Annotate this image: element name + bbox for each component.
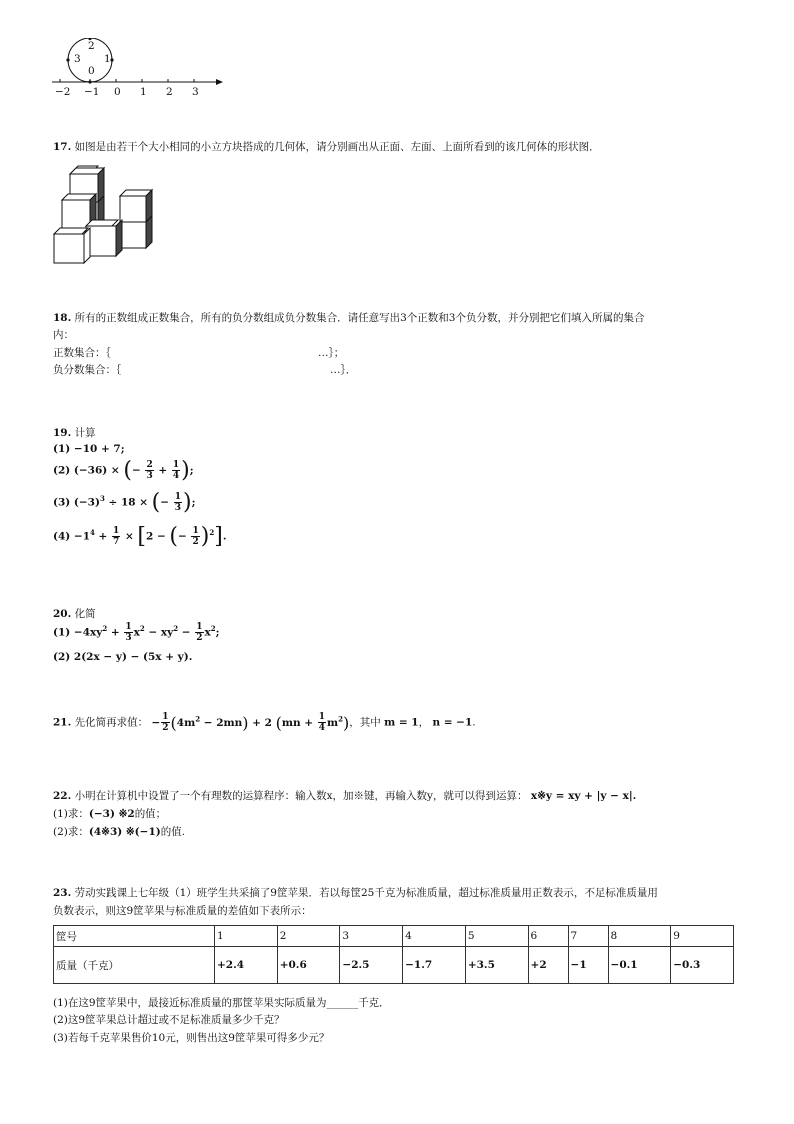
q23-sub1: (1)在这9筐苹果中，最接近标准质量的那筐苹果实际质量为______千克． [53, 997, 390, 1009]
tick-label: 0 [114, 86, 121, 98]
question-text: 如图是由若干个大小相同的小立方块搭成的几何体，请分别画出从正面、左面、上面所看到的该几何体的形状图． [74, 141, 600, 153]
table-cell: 3 [340, 926, 403, 947]
tick-label: 3 [192, 86, 199, 98]
q22-part2: (2)求：(4※3) ※(−1)的值. [53, 826, 186, 838]
cube-stack-figure [52, 160, 154, 264]
question-text: 计算 [74, 427, 96, 439]
tick-label: 2 [166, 86, 173, 98]
question-text: 先化简再求值： [74, 716, 149, 729]
question-number: 18. [53, 312, 72, 324]
table-cell: 9 [671, 926, 734, 947]
table-cell: 6 [528, 926, 568, 947]
question-text: 化简 [74, 608, 96, 620]
question-23-line2: 负数表示，则这9筐苹果与标准质量的差值如下表所示： [53, 905, 312, 917]
tick-label: −2 [55, 86, 71, 98]
question-number: 21. [53, 716, 72, 729]
q20-part1: $(1) -4xy^2$ + $\frac{1}{3}$ $x^2 - xy^2$ − $\frac{1}{2}$ $x^2$; [53, 622, 220, 643]
question-23-line1 [53, 885, 658, 900]
q20-part2: (2) 2(2x − y) − (5x + y). [53, 651, 193, 663]
q19-part3: (3) $(-3)^3 \div 18$ × (− $\frac{1}{3}$ ); [53, 490, 196, 515]
table-cell: 8 [608, 926, 671, 947]
question-17 [53, 139, 600, 154]
table-cell: +2.4 [215, 947, 278, 984]
table-cell: −1.7 [403, 947, 466, 984]
table-cell: 4 [403, 926, 466, 947]
circle-label-right: 1 [104, 53, 111, 65]
question-text: 所有的正数组成正数集合，所有的负分数组成负分数集合．请任意写出3个正数和3个负分数，并分别把它们填入所属的集合 [74, 312, 645, 324]
table-cell: −0.1 [608, 947, 671, 984]
answer-blank[interactable]: ______ [326, 997, 359, 1009]
q22-part1: (1)求：(−3) ※2的值； [53, 808, 167, 820]
circle-label-left: 3 [74, 53, 81, 65]
question-text: 小明在计算机中设置了一个有理数的运算程序：输入数x，加※键，再输入数y，就可以得到运算： [74, 790, 528, 802]
table-row [54, 947, 734, 984]
number-line-arrow [216, 79, 223, 85]
circle-label-top: 2 [88, 40, 95, 52]
question-number: 17. [53, 141, 72, 153]
number-line-figure [48, 38, 228, 100]
positive-set-end: …｝； [318, 347, 345, 359]
table-header-cell: 筐号 [54, 926, 215, 947]
question-number: 23. [53, 887, 72, 899]
table-cell: 1 [215, 926, 278, 947]
table-cell: +0.6 [277, 947, 340, 984]
circle-label-bottom: 0 [88, 65, 95, 77]
q23-sub2: (2)这9筐苹果总计超过或不足标准质量多少千克？ [53, 1014, 285, 1026]
table-cell: 2 [277, 926, 340, 947]
table-cell: −0.3 [671, 947, 734, 984]
table-cell: +2 [528, 947, 568, 984]
negative-fraction-set-end: …｝． [330, 364, 357, 376]
question-18-line2: 内： [53, 329, 74, 341]
tick-label: 1 [140, 86, 147, 98]
question-number: 22. [53, 790, 72, 802]
question-text: 劳动实践课上七年级（1）班学生共采摘了9筐苹果．若以每筐25千克为标准质量，超过标准质量用正数表示，不足标准质量用 [74, 887, 658, 899]
question-18-line1 [53, 310, 644, 325]
question-20-title [53, 606, 96, 621]
table-cell: −1 [568, 947, 608, 984]
question-number: 20. [53, 608, 72, 620]
question-19-title [53, 425, 96, 440]
q19-part2: (2) (−36) × (− $\frac{2}{3}$ + $\frac{1}{4}$ ); [53, 458, 194, 483]
question-22 [53, 788, 636, 803]
negative-fraction-set-label: 负分数集合：｛ [53, 364, 122, 376]
q19-part1: (1) −10 + 7; [53, 443, 125, 455]
question-21: 21. 先化简再求值： − $\frac{1}{2}$ $(4m^2 - 2mn) + 2$ (mn + $\frac{1}{4}$ $m^2$)，其中 m = 1， n = −1. [53, 712, 476, 733]
table-cell: 5 [465, 926, 528, 947]
apple-weight-table [53, 925, 734, 984]
table-header-cell: 质量（千克） [54, 947, 215, 984]
table-row [54, 926, 734, 947]
q19-part4: $(4) -1^4$ + $\frac{1}{7}$ × [2 − (− $\frac{1}{2}$ )$^2$]. [53, 524, 227, 549]
table-cell: 7 [568, 926, 608, 947]
q23-sub3: (3)若每千克苹果售价10元，则售出这9筐苹果可得多少元？ [53, 1032, 330, 1044]
table-cell: −2.5 [340, 947, 403, 984]
positive-set-label: 正数集合：｛ [53, 347, 111, 359]
table-cell: +3.5 [465, 947, 528, 984]
operation-formula: x※y = xy + |y − x|. [530, 790, 637, 802]
tick-label: −1 [84, 86, 100, 98]
question-number: 19. [53, 427, 72, 439]
